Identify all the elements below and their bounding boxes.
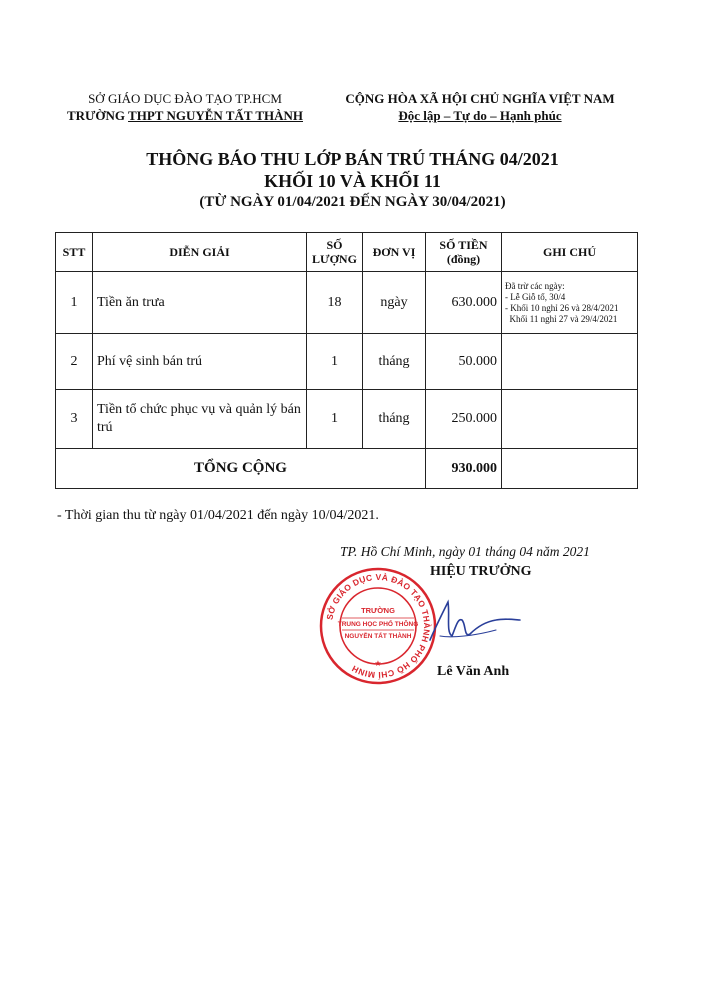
- col-header-note: GHI CHÚ: [502, 233, 638, 272]
- note-line: Đã trừ các ngày:: [505, 280, 565, 291]
- amount-header-line1: SỐ TIỀN: [439, 238, 488, 252]
- svg-text:NGUYỄN TẤT THÀNH: NGUYỄN TẤT THÀNH: [344, 633, 412, 640]
- row-note: [502, 334, 638, 390]
- row-quantity: 1: [307, 334, 363, 390]
- signer-position: HIỆU TRƯỞNG: [430, 564, 532, 579]
- title-line2: KHỐI 10 VÀ KHỐI 11: [264, 171, 441, 191]
- note-line: - Lễ Giỗ tổ, 30/4: [505, 291, 566, 302]
- row-description: Phí vệ sinh bán trú: [93, 334, 307, 390]
- row-unit: tháng: [363, 390, 426, 449]
- quantity-header-line2: LƯỢNG: [312, 252, 357, 266]
- national-motto: Độc lập – Tự do – Hạnh phúc: [398, 108, 562, 123]
- note-line: Khối 11 nghỉ 27 và 29/4/2021: [505, 313, 618, 324]
- national-title: CỘNG HÒA XÃ HỘI CHỦ NGHĨA VIỆT NAM: [345, 91, 615, 106]
- title-line1: THÔNG BÁO THU LỚP BÁN TRÚ THÁNG 04/2021: [146, 149, 559, 169]
- row-amount: 50.000: [426, 334, 502, 390]
- col-header-amount: [426, 233, 502, 272]
- svg-text:TRƯỜNG: TRƯỜNG: [361, 606, 395, 615]
- document-title: [0, 148, 705, 211]
- table-row: [56, 334, 638, 390]
- handwritten-signature: [426, 596, 522, 648]
- school-name-underlined: THPT NGUYỄN TẤT THÀNH: [128, 108, 303, 123]
- row-note: [502, 272, 638, 334]
- department-name: SỞ GIÁO DỤC ĐÀO TẠO TP.HCM: [88, 91, 282, 106]
- row-stt: 3: [56, 390, 93, 449]
- total-row: [56, 449, 638, 489]
- school-prefix: TRƯỜNG: [67, 108, 129, 123]
- fee-table: [55, 232, 638, 489]
- svg-text:SỞ GIÁO DỤC VÀ ĐÀO TẠO THÀNH P: SỞ GIÁO DỤC VÀ ĐÀO TẠO THÀNH PHỐ HỒ CHÍ MINH: [324, 571, 433, 681]
- place-date: TP. Hồ Chí Minh, ngày 01 tháng 04 năm 2021: [340, 544, 590, 559]
- row-amount: 250.000: [426, 390, 502, 449]
- table-row: [56, 272, 638, 334]
- agency-header: [60, 90, 310, 124]
- svg-text:TRUNG HỌC PHỔ THÔNG: TRUNG HỌC PHỔ THÔNG: [337, 621, 419, 628]
- total-note: [502, 449, 638, 489]
- svg-text:★: ★: [374, 659, 382, 668]
- row-unit: tháng: [363, 334, 426, 390]
- collection-period-note: - Thời gian thu từ ngày 01/04/2021 đến ngày 10/04/2021.: [57, 508, 379, 523]
- note-line: - Khối 10 nghỉ 26 và 28/4/2021: [505, 302, 619, 313]
- row-unit: ngày: [363, 272, 426, 334]
- row-stt: 2: [56, 334, 93, 390]
- row-note: [502, 390, 638, 449]
- title-date-range: (TỪ NGÀY 01/04/2021 ĐẾN NGÀY 30/04/2021): [199, 194, 506, 210]
- quantity-header-line1: SỐ: [326, 238, 343, 252]
- official-stamp: [318, 566, 438, 686]
- school-name: [60, 107, 310, 124]
- row-quantity: 18: [307, 272, 363, 334]
- col-header-stt: STT: [56, 233, 93, 272]
- total-label: TỔNG CỘNG: [56, 449, 426, 489]
- table-header-row: [56, 233, 638, 272]
- row-amount: 630.000: [426, 272, 502, 334]
- row-stt: 1: [56, 272, 93, 334]
- col-header-quantity: [307, 233, 363, 272]
- row-description: Tiền tổ chức phục vụ và quản lý bán trú: [93, 390, 307, 449]
- col-header-unit: ĐƠN VỊ: [363, 233, 426, 272]
- signer-name: Lê Văn Anh: [437, 664, 510, 679]
- row-description: Tiền ăn trưa: [93, 272, 307, 334]
- row-quantity: 1: [307, 390, 363, 449]
- table-row: [56, 390, 638, 449]
- total-amount: 930.000: [426, 449, 502, 489]
- col-header-description: DIỄN GIẢI: [93, 233, 307, 272]
- amount-header-line2: (đồng): [446, 252, 481, 266]
- national-header: [330, 90, 630, 124]
